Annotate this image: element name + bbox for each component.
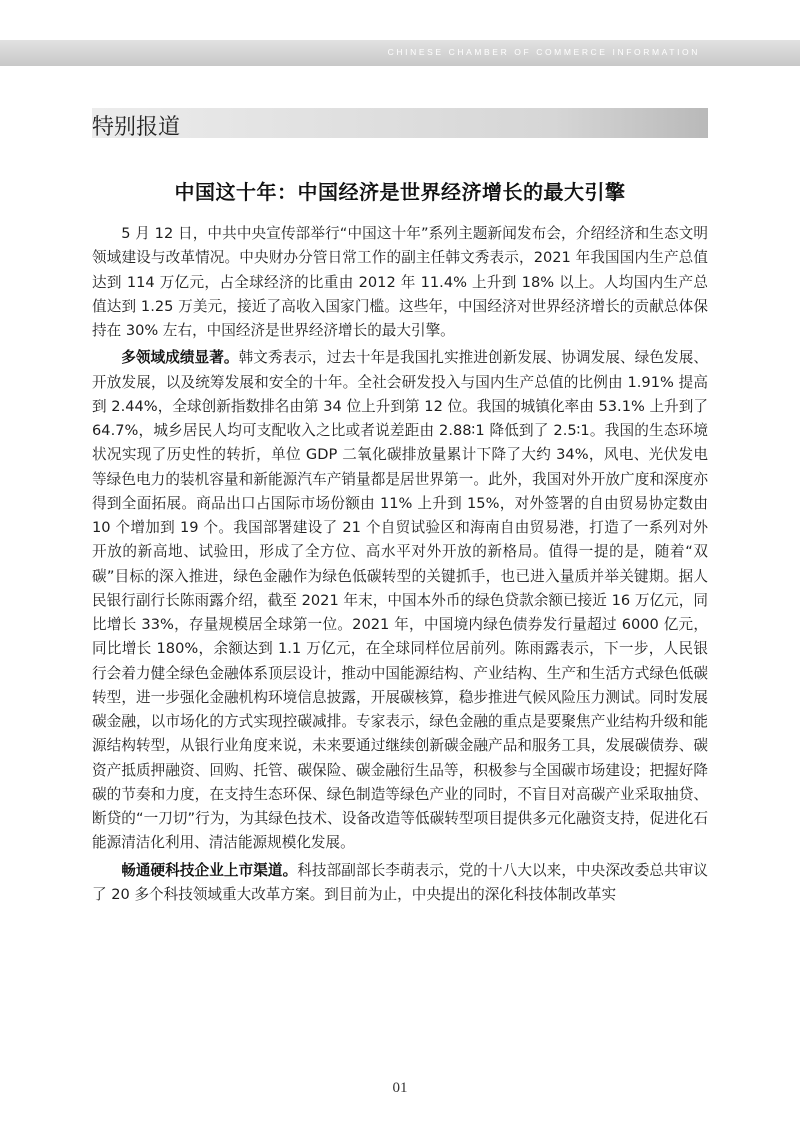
paragraph-1 [92, 222, 708, 343]
page-number: 01 [392, 1080, 408, 1096]
section-bar [92, 108, 708, 138]
paragraph-text: 科技部副部长李萌表示，党的十八大以来，中央深改委总共审议了 20 多个科技领域重大改革方案。到目前为止，中央提出的深化科技体制改革实 [92, 861, 708, 903]
paragraph-lead: 多领域成绩显著。 [121, 349, 239, 367]
section-title: 特别报道 [92, 115, 181, 140]
magazine-name: CHINESE CHAMBER OF COMMERCE INFORMATION [387, 47, 700, 57]
article-title: 中国这十年：中国经济是世界经济增长的最大引擎 [174, 180, 626, 204]
paragraph-text: 5 月 12 日，中共中央宣传部举行“中国这十年”系列主题新闻发布会，介绍经济和生态文明领域建设与改革情况。中央财办分管日常工作的副主任韩文秀表示，2021 年我国国内生产总值达到 114 万亿元，占全球经济的比重由 2012 年 11.4% 上升到 18% 以上。人均国内生产总值达到 1.25 万美元，接近了高收入国家门槛。这些年，中国经济对世界经济增长的贡献总体保持在 30% 左右，中国经济是世界经济增长的最大引擎。 [92, 225, 708, 339]
paragraph-3 [92, 859, 708, 908]
paragraph-text: 韩文秀表示，过去十年是我国扎实推进创新发展、协调发展、绿色发展、开放发展，以及统筹发展和安全的十年。全社会研发投入与国内生产总值的比例由 1.91% 提高到 2.44%，全球创新指数排名由第 34 位上升到第 12 位。我国的城镇化率由 53.1% 上升到了 64.7%，城乡居民人均可支配收入之比或者说差距由 2.88∶1 降低到了 2.5∶1。我国的生态环境状况实现了历史性的转折，单位 GDP 二氧化碳排放量累计下降了大约 34%，风电、光伏发电等绿色电力的装机容量和新能源汽车产销量都是居世界第一。此外，我国对外开放广度和深度亦得到全面拓展。商品出口占国际市场份额由 11% 上升到 15%，对外签署的自由贸易协定数由 10 个增加到 19 个。我国部署建设了 21 个自贸试验区和海南自由贸易港，打造了一系列对外开放的新高地、试验田，形成了全方位、高水平对外开放的新格局。值得一提的是，随着“双碳”目标的深入推进，绿色金融作为绿色低碳转型的关键抓手，也已进入量质并举关键期。据人民银行副行长陈雨露介绍，截至 2021 年末，中国本外币的绿色贷款余额已接近 16 万亿元，同比增长 33%，存量规模居全球第一位。2021 年，中国境内绿色债券发行量超过 6000 亿元，同比增长 180%，余额达到 1.1 万亿元，在全球同样位居前列。陈雨露表示，下一步，人民银行会着力健全绿色金融体系顶层设计，推动中国能源结构、产业结构、生产和生活方式绿色低碳转型，进一步强化金融机构环境信息披露，开展碳核算，稳步推进气候风险压力测试。同时发展碳金融，以市场化的方式实现控碳减排。专家表示，绿色金融的重点是要聚焦产业结构升级和能源结构转型，从银行业角度来说，未来要通过继续创新碳金融产品和服务工具，发展碳债券、碳资产抵质押融资、回购、托管、碳保险、碳金融衍生品等，积极参与全国碳市场建设；把握好降碳的节奏和力度，在支持生态环保、绿色制造等绿色产业的同时，不盲目对高碳产业采取抽贷、断贷的“一刀切”行为，为其绿色技术、设备改造等低碳转型项目提供多元化融资支持，促进化石能源清洁化利用、清洁能源规模化发展。 [92, 349, 708, 852]
paragraph-2 [92, 346, 708, 855]
paragraph-lead: 畅通硬科技企业上市渠道。 [121, 861, 298, 879]
header-band [0, 40, 800, 66]
article-body [92, 222, 708, 910]
